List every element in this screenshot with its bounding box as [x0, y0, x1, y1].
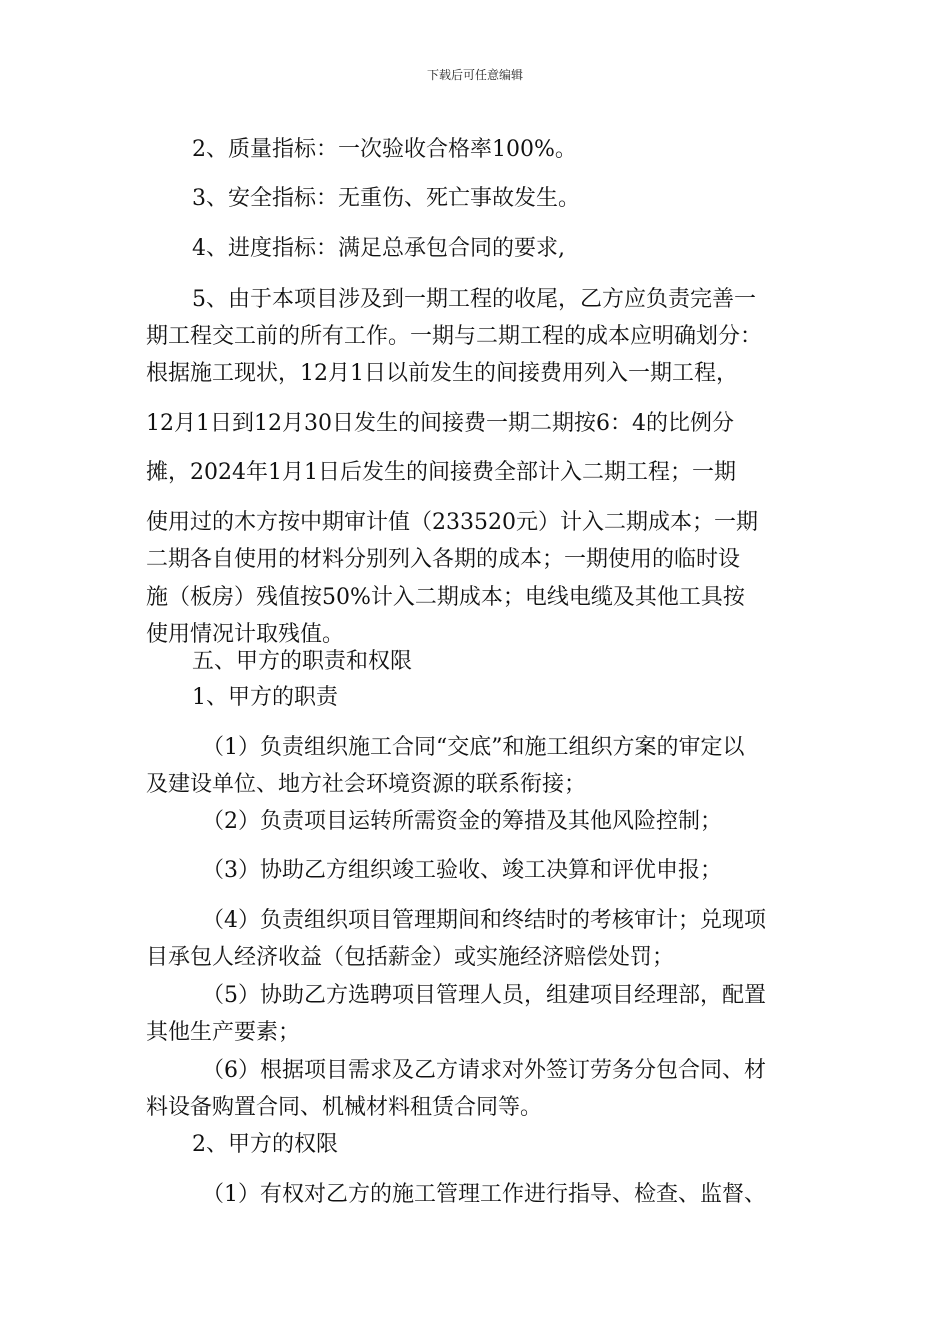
- list-item: （2）负责项目运转所需资金的筹措及其他风险控制；: [202, 809, 722, 834]
- list-item: （3）协助乙方组织竣工验收、竣工决算和评优申报；: [202, 858, 722, 883]
- paragraph-line: 二期各自使用的材料分别列入各期的成本；一期使用的临时设: [146, 547, 741, 572]
- page-header: 下载后可任意编辑: [426, 68, 523, 82]
- list-item: （6）根据项目需求及乙方请求对外签订劳务分包合同、材: [202, 1058, 766, 1083]
- paragraph-line: 4、进度指标：满足总承包合同的要求,: [192, 236, 565, 261]
- section-heading: 五、甲方的职责和权限: [192, 649, 413, 674]
- list-item: 及建设单位、地方社会环境资源的联系衔接；: [146, 772, 587, 797]
- paragraph-line: 摊，2024年1月1日后发生的间接费全部计入二期工程；一期: [146, 460, 736, 485]
- subsection-heading: 2、甲方的权限: [192, 1132, 338, 1157]
- paragraph-line: 2、质量指标：一次验收合格率100%。: [192, 137, 577, 162]
- paragraph-line: 3、安全指标：无重伤、死亡事故发生。: [192, 186, 580, 211]
- list-item: （1）负责组织施工合同“交底”和施工组织方案的审定以: [202, 735, 745, 760]
- paragraph-line: 使用过的木方按中期审计值（233520元）计入二期成本；一期: [146, 510, 758, 535]
- paragraph-line: 施（板房）残值按50%计入二期成本；电线电缆及其他工具按: [146, 585, 745, 610]
- list-item: （4）负责组织项目管理期间和终结时的考核审计；兑现项: [202, 908, 766, 933]
- list-item: （5）协助乙方选聘项目管理人员，组建项目经理部，配置: [202, 983, 766, 1008]
- paragraph-line: 使用情况计取残值。: [146, 622, 345, 647]
- list-item: （1）有权对乙方的施工管理工作进行指导、检查、监督、: [202, 1182, 766, 1207]
- list-item: 目承包人经济收益（包括薪金）或实施经济赔偿处罚；: [146, 945, 675, 970]
- subsection-heading: 1、甲方的职责: [192, 685, 338, 710]
- paragraph-line: 5、由于本项目涉及到一期工程的收尾，乙方应负责完善一: [192, 287, 756, 312]
- list-item: 其他生产要素；: [146, 1020, 301, 1045]
- paragraph-line: 根据施工现状，12月1日以前发生的间接费用列入一期工程，: [146, 361, 738, 386]
- paragraph-line: 12月1日到12月30日发生的间接费一期二期按6：4的比例分: [146, 411, 734, 436]
- paragraph-line: 期工程交工前的所有工作。一期与二期工程的成本应明确划分：: [146, 324, 763, 349]
- list-item: 料设备购置合同、机械材料租赁合同等。: [146, 1095, 543, 1120]
